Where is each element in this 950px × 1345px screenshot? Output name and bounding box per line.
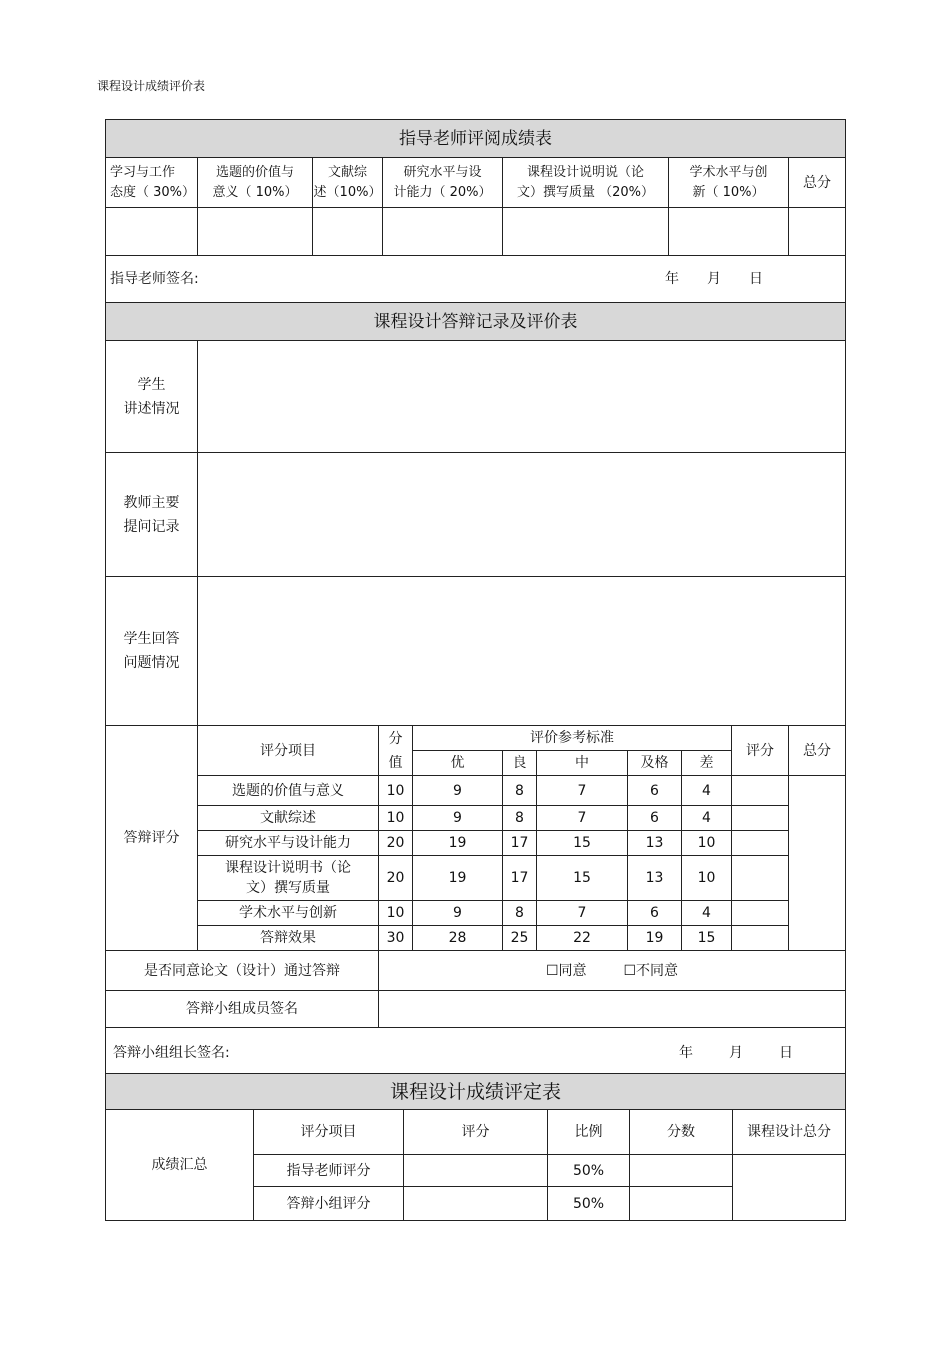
grade-value: 25 (503, 926, 537, 951)
total-score-cell[interactable] (789, 776, 846, 951)
criteria-value: 10 (379, 776, 413, 806)
grade-value: 17 (503, 831, 537, 856)
advisor-signature-label: 指导老师签名: (110, 271, 199, 287)
final-ratio: 50% (548, 1187, 630, 1221)
student-answers-label: 学生回答 问题情况 (106, 577, 198, 726)
grade-value: 9 (413, 901, 503, 926)
grade-value: 15 (682, 926, 732, 951)
score-cell[interactable] (404, 1155, 548, 1187)
grade-value: 19 (413, 831, 503, 856)
col-item-header: 评分项目 (198, 726, 379, 776)
score-cell[interactable] (669, 208, 789, 256)
score-cell[interactable] (732, 776, 789, 806)
final-col-ratio: 比例 (548, 1110, 630, 1155)
score-cell[interactable] (106, 208, 198, 256)
criteria-name: 研究水平与设计能力 (198, 831, 379, 856)
score-cell[interactable] (732, 901, 789, 926)
grade-value: 7 (537, 776, 628, 806)
criteria-row (106, 806, 846, 831)
score-cell[interactable] (198, 208, 313, 256)
final-col-item: 评分项目 (254, 1110, 404, 1155)
criteria-value: 10 (379, 806, 413, 831)
grade-value: 4 (682, 806, 732, 831)
grade-value: 15 (537, 831, 628, 856)
grade-value: 8 (503, 776, 537, 806)
grade-value: 10 (682, 831, 732, 856)
score-cell[interactable] (503, 208, 669, 256)
header-research: 研究水平与设 计能力（ 20%） (383, 158, 503, 208)
criteria-row (106, 856, 846, 901)
header-writing: 课程设计说明说（论 文）撰写质量 （20%） (503, 158, 669, 208)
header-literature: 文献综 述（10%） (313, 158, 383, 208)
disagree-checkbox[interactable]: ☐不同意 (623, 962, 679, 979)
grade-value: 6 (628, 776, 682, 806)
header-topic-value: 选题的价值与 意义（ 10%） (198, 158, 313, 208)
final-col-total: 课程设计总分 (733, 1110, 846, 1155)
header-innovation: 学术水平与创 新（ 10%） (669, 158, 789, 208)
grade-value: 13 (628, 856, 682, 901)
grade-value: 8 (503, 806, 537, 831)
grade-value: 19 (628, 926, 682, 951)
criteria-name: 课程设计说明书（论 文）撰写质量 (198, 856, 379, 901)
final-col-points: 分数 (630, 1110, 733, 1155)
final-banner: 课程设计成绩评定表 (106, 1074, 846, 1110)
advisor-date: 年 月 日 (665, 271, 763, 287)
criteria-name: 选题的价值与意义 (198, 776, 379, 806)
criteria-name: 文献综述 (198, 806, 379, 831)
points-cell[interactable] (630, 1155, 733, 1187)
final-col-score: 评分 (404, 1110, 548, 1155)
grade-pass: 及格 (628, 751, 682, 776)
criteria-value: 20 (379, 831, 413, 856)
final-item: 指导老师评分 (254, 1155, 404, 1187)
criteria-value: 30 (379, 926, 413, 951)
defense-score-label: 答辩评分 (106, 726, 198, 951)
grade-good: 良 (503, 751, 537, 776)
advisor-score-row (106, 208, 846, 256)
grade-value: 19 (413, 856, 503, 901)
teacher-questions-field[interactable] (198, 453, 846, 577)
members-signature-field[interactable] (379, 991, 846, 1028)
student-presentation-label: 学生 讲述情况 (106, 341, 198, 453)
final-ratio: 50% (548, 1155, 630, 1187)
teacher-questions-label: 教师主要 提问记录 (106, 453, 198, 577)
score-cell[interactable] (732, 831, 789, 856)
document-title: 课程设计成绩评价表 (97, 79, 206, 93)
col-total-header: 总分 (789, 726, 846, 776)
grade-value: 6 (628, 806, 682, 831)
score-cell[interactable] (789, 208, 846, 256)
agree-label: 是否同意论文（设计）通过答辩 (106, 951, 379, 991)
grade-value: 15 (537, 856, 628, 901)
col-value-header: 分 值 (379, 726, 413, 776)
grade-medium: 中 (537, 751, 628, 776)
agree-checkbox[interactable]: ☐同意 (545, 962, 587, 979)
score-cell[interactable] (383, 208, 503, 256)
grade-poor: 差 (682, 751, 732, 776)
criteria-name: 学术水平与创新 (198, 901, 379, 926)
grade-value: 8 (503, 901, 537, 926)
student-answers-field[interactable] (198, 577, 846, 726)
criteria-value: 10 (379, 901, 413, 926)
grade-value: 6 (628, 901, 682, 926)
leader-signature-row[interactable] (106, 1028, 846, 1079)
advisor-score-table (105, 119, 846, 303)
student-presentation-field[interactable] (198, 341, 846, 453)
criteria-value: 20 (379, 856, 413, 901)
final-grade-table (105, 1073, 846, 1221)
header-total: 总分 (789, 158, 846, 208)
grade-value: 28 (413, 926, 503, 951)
grade-value: 22 (537, 926, 628, 951)
grade-value: 10 (682, 856, 732, 901)
agree-options (379, 951, 846, 991)
grade-value: 4 (682, 901, 732, 926)
final-item: 答辩小组评分 (254, 1187, 404, 1221)
advisor-signature-row[interactable] (106, 256, 846, 303)
score-cell[interactable] (732, 926, 789, 951)
grade-value: 7 (537, 806, 628, 831)
criteria-row (106, 776, 846, 806)
col-score-header: 评分 (732, 726, 789, 776)
course-total-cell[interactable] (733, 1155, 846, 1221)
leader-signature-label: 答辩小组组长签名: (113, 1045, 230, 1061)
defense-banner: 课程设计答辩记录及评价表 (106, 303, 846, 341)
grade-value: 4 (682, 776, 732, 806)
grade-value: 17 (503, 856, 537, 901)
score-cell[interactable] (732, 806, 789, 831)
criteria-name: 答辩效果 (198, 926, 379, 951)
points-cell[interactable] (630, 1187, 733, 1221)
grade-value: 7 (537, 901, 628, 926)
score-cell[interactable] (404, 1187, 548, 1221)
col-standard-header: 评价参考标准 (413, 726, 732, 751)
grade-value: 9 (413, 806, 503, 831)
header-attitude: 学习与工作 态度（ 30%） (106, 158, 198, 208)
defense-record-table (105, 302, 846, 1079)
summary-label: 成绩汇总 (106, 1110, 254, 1221)
grade-value: 9 (413, 776, 503, 806)
leader-date: 年 月 日 (679, 1045, 793, 1061)
members-signature-label: 答辩小组成员签名 (106, 991, 379, 1028)
criteria-row (106, 901, 846, 926)
advisor-header-row (106, 158, 846, 208)
score-cell[interactable] (313, 208, 383, 256)
score-cell[interactable] (732, 856, 789, 901)
criteria-row (106, 926, 846, 951)
grade-value: 13 (628, 831, 682, 856)
grade-excellent: 优 (413, 751, 503, 776)
criteria-row (106, 831, 846, 856)
advisor-banner: 指导老师评阅成绩表 (106, 120, 846, 158)
